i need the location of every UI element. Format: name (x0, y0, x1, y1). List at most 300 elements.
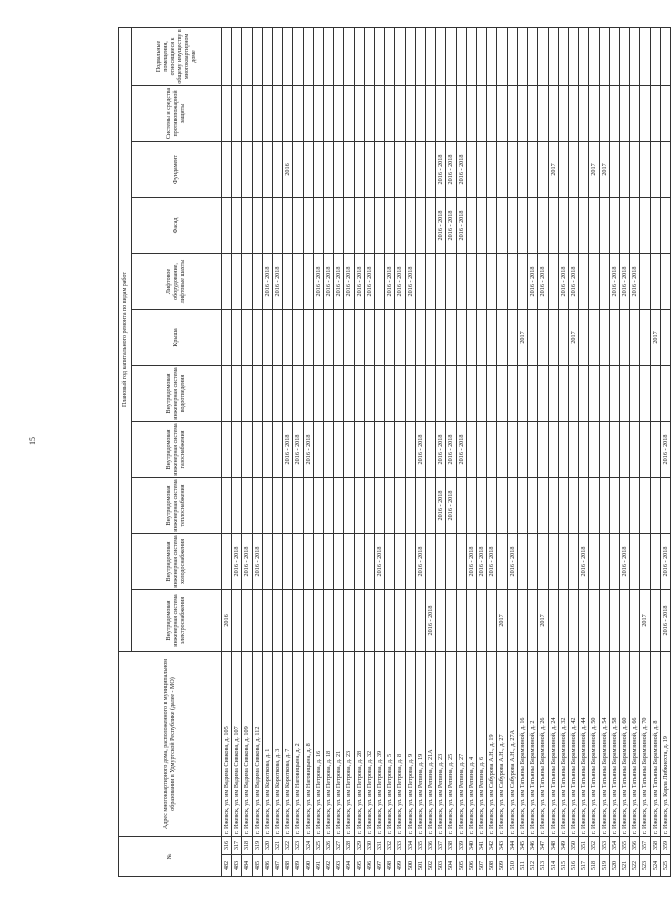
row-cell (405, 533, 415, 589)
row-cell (497, 85, 507, 141)
row-cell (262, 309, 272, 365)
row-cell (293, 477, 303, 533)
row-mo-number: 325 (313, 836, 323, 854)
row-cell (477, 85, 487, 141)
row-cell (466, 141, 476, 197)
row-cell (650, 27, 660, 85)
row-address: г. Ижевск, ул. им Татьяны Барамзиной, д. 32 (558, 651, 568, 836)
row-number: 504 (446, 855, 456, 877)
row-cell: 2016 - 2018 (273, 253, 283, 309)
row-cell (619, 421, 629, 477)
row-cell: 2016 - 2018 (630, 253, 640, 309)
row-address: г. Ижевск, ул. им Татьяны Барамзиной, д. 44 (579, 651, 589, 836)
row-cell (517, 589, 527, 651)
row-cell (395, 421, 405, 477)
row-cell (497, 27, 507, 85)
row-cell (344, 421, 354, 477)
row-cell (222, 421, 232, 477)
row-cell (558, 533, 568, 589)
row-cell (415, 365, 425, 421)
row-cell (619, 85, 629, 141)
row-cell (324, 365, 334, 421)
row-cell (334, 141, 344, 197)
column-header-9: Системы и средства противопожарной защиты (132, 85, 222, 141)
row-cell: 2016 - 2018 (446, 421, 456, 477)
row-cell: 2017 (650, 309, 660, 365)
row-number: 519 (599, 855, 609, 877)
row-mo-number: 331 (375, 836, 385, 854)
row-cell (273, 141, 283, 197)
row-cell (568, 589, 578, 651)
row-address: г. Ижевск, ул. им Татьяны Барамзиной, д. 8 (650, 651, 660, 836)
row-cell (568, 141, 578, 197)
row-cell (354, 421, 364, 477)
row-cell: 2017 (640, 589, 650, 651)
row-cell (395, 85, 405, 141)
row-cell (528, 197, 538, 253)
row-cell: 2016 - 2018 (242, 533, 252, 589)
row-cell (426, 141, 436, 197)
row-cell (405, 365, 415, 421)
row-cell (568, 477, 578, 533)
row-address: г. Ижевск, ул. им Петрова, д. 5 (385, 651, 395, 836)
row-cell (252, 197, 262, 253)
table-row (324, 27, 334, 876)
row-cell (599, 589, 609, 651)
row-mo-number: 336 (426, 836, 436, 854)
row-number: 507 (477, 855, 487, 877)
row-cell (344, 533, 354, 589)
row-cell (344, 141, 354, 197)
row-cell: 2016 - 2018 (375, 533, 385, 589)
row-cell (293, 85, 303, 141)
rotated-table-page (118, 29, 669, 877)
row-cell (385, 533, 395, 589)
row-cell (609, 589, 619, 651)
row-cell: 2016 - 2018 (232, 533, 242, 589)
row-cell (344, 197, 354, 253)
row-number: 499 (395, 855, 405, 877)
row-cell (630, 533, 640, 589)
row-cell (364, 589, 374, 651)
table-row (405, 27, 415, 876)
row-cell (630, 589, 640, 651)
row-address: г. Ижевск, ул. им Вадима Сивкова, д. 112 (252, 651, 262, 836)
table-row (354, 27, 364, 876)
row-cell (364, 141, 374, 197)
row-cell (426, 309, 436, 365)
row-address: г. Ижевск, ул. им Наговицына, д. 8 (303, 651, 313, 836)
row-cell (283, 365, 293, 421)
table-row (497, 27, 507, 876)
row-cell: 2016 - 2018 (660, 533, 670, 589)
row-mo-number: 358 (650, 836, 660, 854)
row-cell: 2016 - 2018 (395, 253, 405, 309)
row-cell (650, 85, 660, 141)
row-address: г. Ижевск, ул. им Татьяны Барамзиной, д. 60 (619, 651, 629, 836)
row-address: г. Ижевск, ул. им Татьяны Барамзиной, д. 2 (528, 651, 538, 836)
row-cell (334, 85, 344, 141)
row-cell (650, 141, 660, 197)
row-cell (517, 141, 527, 197)
row-cell (395, 197, 405, 253)
row-cell (477, 27, 487, 85)
row-cell (293, 253, 303, 309)
row-cell (507, 365, 517, 421)
row-cell (232, 253, 242, 309)
row-cell (385, 141, 395, 197)
row-cell (538, 309, 548, 365)
row-cell (252, 589, 262, 651)
table-row (436, 27, 446, 876)
row-cell (344, 309, 354, 365)
row-cell (242, 197, 252, 253)
row-number: 496 (364, 855, 374, 877)
row-cell (354, 27, 364, 85)
table-row (303, 27, 313, 876)
table-row (456, 27, 466, 876)
row-cell (222, 309, 232, 365)
row-cell (589, 85, 599, 141)
row-cell (599, 421, 609, 477)
row-cell (364, 477, 374, 533)
row-cell (579, 365, 589, 421)
row-cell (375, 253, 385, 309)
row-cell (640, 197, 650, 253)
row-cell (528, 365, 538, 421)
row-cell (334, 197, 344, 253)
row-number: 500 (405, 855, 415, 877)
row-cell (528, 85, 538, 141)
row-cell (558, 197, 568, 253)
table-row (558, 27, 568, 876)
row-cell (364, 197, 374, 253)
row-cell (619, 589, 629, 651)
table-row (589, 27, 599, 876)
row-number: 488 (283, 855, 293, 877)
column-header-6: Лифтовое оборудование, лифтовые шахты (132, 253, 222, 309)
row-mo-number: 344 (507, 836, 517, 854)
table-row (242, 27, 252, 876)
row-cell (609, 141, 619, 197)
row-address: г. Ижевск, ул. им Петрова, д. 23 (344, 651, 354, 836)
row-cell (650, 365, 660, 421)
row-cell (354, 85, 364, 141)
row-mo-number: 335 (415, 836, 425, 854)
row-cell (548, 85, 558, 141)
row-cell (324, 533, 334, 589)
row-cell: 2016 - 2018 (324, 253, 334, 309)
row-cell (589, 253, 599, 309)
row-cell (660, 309, 670, 365)
row-cell: 2016 - 2018 (619, 533, 629, 589)
row-number: 510 (507, 855, 517, 877)
row-address: г. Ижевск, ул. им Татьяны Барамзиной, д. 54 (599, 651, 609, 836)
row-mo-number: 327 (334, 836, 344, 854)
row-cell (242, 27, 252, 85)
row-cell (640, 85, 650, 141)
row-cell (415, 141, 425, 197)
row-mo-number: 349 (558, 836, 568, 854)
row-mo-number: 319 (252, 836, 262, 854)
row-address: г. Ижевск, ул. им Наговицына, д. 2 (293, 651, 303, 836)
row-mo-number: 356 (630, 836, 640, 854)
row-cell (426, 27, 436, 85)
row-cell (426, 253, 436, 309)
row-number: 525 (660, 855, 670, 877)
row-number: 485 (252, 855, 262, 877)
row-cell (619, 477, 629, 533)
row-cell (640, 253, 650, 309)
row-cell (344, 589, 354, 651)
row-cell (273, 365, 283, 421)
row-cell (528, 421, 538, 477)
row-mo-number: 359 (660, 836, 670, 854)
row-cell (487, 141, 497, 197)
row-cell (222, 253, 232, 309)
row-cell (232, 589, 242, 651)
row-cell (242, 141, 252, 197)
row-cell (487, 309, 497, 365)
row-cell (640, 309, 650, 365)
row-cell (466, 421, 476, 477)
table-row (609, 27, 619, 876)
row-cell (589, 533, 599, 589)
row-cell (538, 533, 548, 589)
row-cell (303, 477, 313, 533)
row-cell (262, 421, 272, 477)
row-cell (232, 477, 242, 533)
row-cell (313, 309, 323, 365)
row-cell (303, 253, 313, 309)
row-mo-number: 332 (385, 836, 395, 854)
row-address: г. Ижевск, ул. им Татьяны Барамзиной, д. 70 (640, 651, 650, 836)
row-cell (426, 477, 436, 533)
row-cell (324, 197, 334, 253)
row-cell (517, 533, 527, 589)
table-row (273, 27, 283, 876)
row-cell (477, 253, 487, 309)
row-cell (405, 309, 415, 365)
row-cell (252, 253, 262, 309)
row-cell (334, 589, 344, 651)
row-cell (293, 589, 303, 651)
row-cell (456, 365, 466, 421)
row-number: 512 (528, 855, 538, 877)
row-cell (650, 533, 660, 589)
row-cell: 2016 - 2018 (344, 253, 354, 309)
row-cell (222, 141, 232, 197)
row-cell (293, 141, 303, 197)
row-cell (619, 365, 629, 421)
row-cell (660, 197, 670, 253)
row-cell (446, 27, 456, 85)
row-cell (334, 365, 344, 421)
row-cell (640, 365, 650, 421)
row-cell (579, 589, 589, 651)
table-row (568, 27, 578, 876)
row-cell (242, 309, 252, 365)
row-cell (324, 421, 334, 477)
row-cell (405, 27, 415, 85)
row-cell (456, 533, 466, 589)
row-cell (497, 533, 507, 589)
column-header-10: Подвальные помещения, относящиеся к общему имуществу в многоквартирном доме (132, 27, 222, 85)
row-address: г. Ижевск, ул. им Петрова, д. 8 (395, 651, 405, 836)
row-cell (568, 533, 578, 589)
row-number: 498 (385, 855, 395, 877)
table-row (375, 27, 385, 876)
row-cell (395, 27, 405, 85)
row-cell (568, 85, 578, 141)
table-row (293, 27, 303, 876)
row-mo-number: 321 (273, 836, 283, 854)
row-cell (466, 253, 476, 309)
row-cell (630, 27, 640, 85)
row-mo-number: 340 (466, 836, 476, 854)
row-cell (324, 477, 334, 533)
row-cell (528, 27, 538, 85)
row-cell (477, 309, 487, 365)
row-cell (242, 477, 252, 533)
row-cell (538, 197, 548, 253)
row-cell (426, 85, 436, 141)
row-cell (344, 365, 354, 421)
row-cell (395, 309, 405, 365)
row-cell (548, 589, 558, 651)
row-cell (313, 421, 323, 477)
table-row (630, 27, 640, 876)
row-cell (313, 27, 323, 85)
row-address: г. Ижевск, ул. им Татьяны Барамзиной, д. 42 (568, 651, 578, 836)
row-cell (385, 365, 395, 421)
row-cell (477, 365, 487, 421)
row-cell: 2016 - 2018 (558, 253, 568, 309)
row-cell: 2016 - 2018 (660, 421, 670, 477)
row-number: 489 (293, 855, 303, 877)
row-cell: 2016 - 2018 (436, 421, 446, 477)
row-mo-number: 322 (283, 836, 293, 854)
table-row (548, 27, 558, 876)
row-cell (252, 141, 262, 197)
row-address: г. Ижевск, ул. им Татьяны Барамзиной, д. 58 (609, 651, 619, 836)
row-cell (273, 309, 283, 365)
row-cell (313, 477, 323, 533)
row-cell (364, 27, 374, 85)
row-mo-number: 343 (497, 836, 507, 854)
row-cell (650, 253, 660, 309)
row-cell (252, 365, 262, 421)
row-mo-number: 324 (303, 836, 313, 854)
row-cell (589, 27, 599, 85)
row-cell (303, 589, 313, 651)
table-row (487, 27, 497, 876)
row-cell (507, 589, 517, 651)
row-cell: 2016 - 2018 (436, 141, 446, 197)
row-mo-number: 355 (619, 836, 629, 854)
row-cell: 2016 - 2018 (507, 533, 517, 589)
row-cell (630, 477, 640, 533)
row-cell (650, 589, 660, 651)
row-cell (222, 477, 232, 533)
row-cell (242, 421, 252, 477)
plan-title-header: Плановый год капитального ремонта по видам работ (119, 27, 132, 651)
row-cell: 2016 - 2018 (538, 253, 548, 309)
column-header-0: Внутридомовая инженерная система электроснабжения (132, 589, 222, 651)
row-cell (242, 253, 252, 309)
row-number: 501 (415, 855, 425, 877)
row-cell (232, 421, 242, 477)
row-address: г. Ижевск, ул. им Петрова, д. 9 (405, 651, 415, 836)
row-cell (415, 477, 425, 533)
row-cell (262, 365, 272, 421)
row-cell (222, 197, 232, 253)
row-cell (385, 477, 395, 533)
row-cell (640, 27, 650, 85)
row-cell (262, 477, 272, 533)
table-row (640, 27, 650, 876)
row-cell (385, 85, 395, 141)
row-cell (303, 309, 313, 365)
row-cell: 2017 (548, 141, 558, 197)
row-cell: 2016 - 2018 (528, 253, 538, 309)
row-cell (548, 309, 558, 365)
row-cell (568, 27, 578, 85)
row-cell (415, 309, 425, 365)
row-address: г. Ижевск, ул. им Репина, д. 4 (466, 651, 476, 836)
row-cell (334, 421, 344, 477)
row-cell (599, 309, 609, 365)
row-cell: 2016 - 2018 (436, 197, 446, 253)
row-cell: 2016 - 2018 (283, 421, 293, 477)
row-cell (344, 85, 354, 141)
row-cell (507, 141, 517, 197)
row-cell (517, 197, 527, 253)
row-address: г. Ижевск, ул. Карла Либкнехта, д. 19 (660, 651, 670, 836)
row-cell (354, 533, 364, 589)
row-mo-number: 317 (232, 836, 242, 854)
row-cell (640, 477, 650, 533)
table-row (344, 27, 354, 876)
row-cell (589, 309, 599, 365)
row-cell (283, 85, 293, 141)
row-cell (262, 141, 272, 197)
capital-repair-table (118, 27, 671, 877)
row-cell (619, 197, 629, 253)
row-cell (497, 141, 507, 197)
row-cell (589, 421, 599, 477)
row-cell: 2016 - 2018 (456, 141, 466, 197)
row-cell (446, 533, 456, 589)
row-cell (558, 365, 568, 421)
row-cell (303, 27, 313, 85)
row-cell (599, 533, 609, 589)
row-cell (395, 477, 405, 533)
row-cell (538, 477, 548, 533)
row-cell (426, 421, 436, 477)
row-number: 522 (630, 855, 640, 877)
row-cell (436, 589, 446, 651)
row-cell (436, 533, 446, 589)
row-address: г. Ижевск, ул. им Татьяны Барамзиной, д. 24 (548, 651, 558, 836)
row-cell (232, 365, 242, 421)
row-mo-number: 326 (324, 836, 334, 854)
row-cell: 2017 (497, 589, 507, 651)
table-row (262, 27, 272, 876)
row-address: г. Ижевск, ул. им Вадима Сивкова, д. 107 (232, 651, 242, 836)
row-mo-number: 352 (589, 836, 599, 854)
row-cell (466, 197, 476, 253)
